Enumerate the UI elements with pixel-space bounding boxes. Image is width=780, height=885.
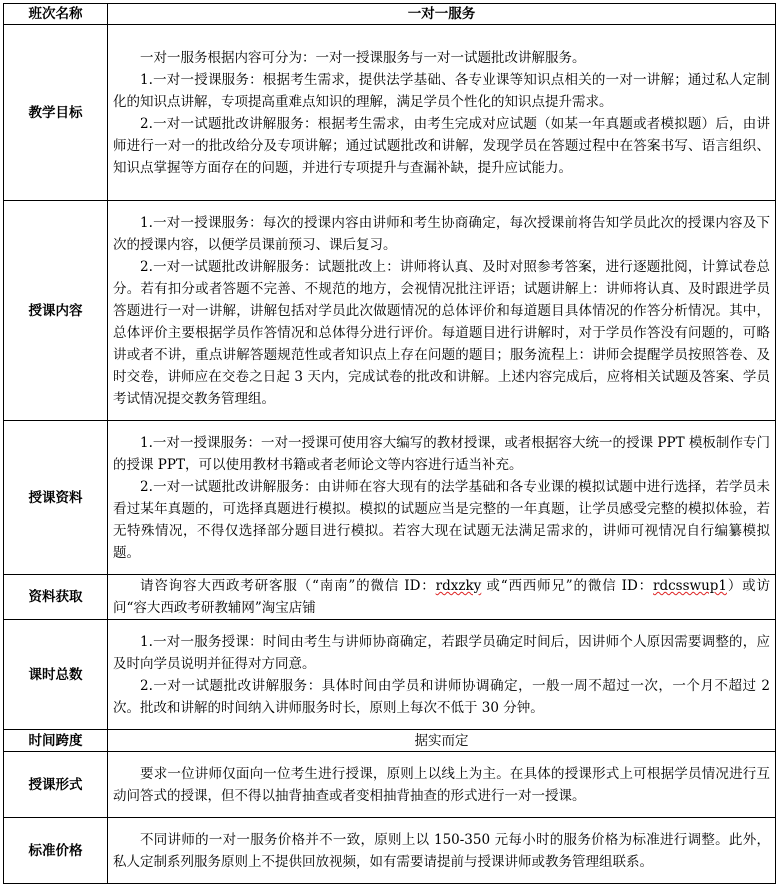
row-content: [108, 620, 776, 730]
row-course-content: [4, 201, 776, 421]
row-label: 教学目标: [4, 25, 108, 201]
paragraph: 2.一对一试题批改讲解服务：具体时间由学员和讲师协调确定，一般一周不超过一次，一个月不超过 2 次。批改和讲解的时间纳入讲师服务时长，原则上每次不低于 30 分钟。: [113, 677, 770, 716]
paragraph: 1.一对一授课服务：一对一授课可使用容大编写的教材授课，或者根据容大统一的授课 PPT 模板制作专门的授课 PPT，可以使用教材书籍或者老师论文等内容进行适当补充。: [113, 434, 770, 473]
row-label: 资料获取: [4, 575, 108, 620]
access-text: 请咨询容大西政考研客服（“南南”的微信 ID：: [140, 578, 436, 594]
row-time-span: [4, 730, 776, 752]
wechat-id-nannan: rdxzky: [435, 578, 482, 594]
service-table: [3, 3, 776, 884]
paragraph: 2.一对一试题批改讲解服务：根据考生需求，由考生完成对应试题（如某一年真题或者模拟题）后，由讲师进行一对一的批改给分及专项讲解；通过试题批改和讲解，发现学员在答题过程中在答案书写、语言组织、知识点掌握等方面存在的问题，并进行专项提升与查漏补缺，提升应试能力。: [113, 115, 770, 176]
row-content: [108, 575, 776, 620]
header-col-service: 一对一服务: [108, 4, 776, 25]
paragraph: 不同讲师的一对一服务价格并不一致，原则上以 150-350 元每小时的服务价格为标准进行调整。此外，私人定制系列服务原则上不提供回放视频，如有需要请提前与授课讲师或教务管理组联系。: [113, 831, 770, 870]
row-content: [108, 752, 776, 818]
header-row: [4, 4, 776, 25]
row-teaching-format: [4, 752, 776, 818]
paragraph: 要求一位讲师仅面向一位考生进行授课，原则上以线上为主。在具体的授课形式上可根据学员情况进行互动问答式的授课，但不得以抽背抽查或者变相抽背抽查的形式进行一对一授课。: [113, 765, 770, 804]
paragraph: 1.一对一授课服务：根据考生需求，提供法学基础、各专业课等知识点相关的一对一讲解；通过私人定制化的知识点讲解，专项提高重难点知识的理解，满足学员个性化的知识点提升需求。: [113, 71, 770, 110]
paragraph: 一对一服务根据内容可分为：一对一授课服务与一对一试题批改讲解服务。: [140, 49, 586, 66]
row-label: 授课形式: [4, 752, 108, 818]
row-teaching-goal: [4, 25, 776, 201]
paragraph: 2.一对一试题批改讲解服务：试题批改上：讲师将认真、及时对照参考答案，进行逐题批阅，计算试卷总分。若有扣分或者答题不完善、不规范的地方，会视情况批注评语；试题讲解上：讲师将认真、及时跟进学员答题进行一对一讲解，讲解包括对学员此次做题情况的总体评价和每道题目具体情况的作答分析情况。其中，总体评价主要根据学员作答情况和总体得分进行评价。每道题目进行讲解时，对于学员作答没有问题的，可略讲或者不讲，重点讲解答题规范性或者知识点上存在问题的题目；服务流程上：讲师会提醒学员按照答卷、及时交卷，讲师应在交卷之日起 3 天内，完成试卷的批改和讲解。上述内容完成后，应将相关试题及答案、学员考试情况提交教务管理组。: [113, 258, 770, 407]
paragraph: 2.一对一试题批改讲解服务：由讲师在容大现有的法学基础和各专业课的模拟试题中进行选择，若学员未看过某年真题的，可选择真题进行模拟。模拟的试题应当是完整的一年真题，让学员感受完整的模拟体验，若无特殊情况，不得仅选择部分题目进行模拟。若容大现在试题无法满足需求的，讲师可视情况自行编纂模拟题。: [113, 478, 770, 561]
row-material-access: [4, 575, 776, 620]
access-text: ）或访问“容大西政考研教辅网”淘宝店铺: [113, 578, 771, 616]
row-content: [108, 201, 776, 421]
row-label: 时间跨度: [4, 730, 108, 752]
row-label: 标准价格: [4, 818, 108, 884]
row-course-material: [4, 421, 776, 575]
header-col-class-name: 班次名称: [4, 4, 108, 25]
row-standard-price: [4, 818, 776, 884]
row-label: 课时总数: [4, 620, 108, 730]
row-content: [108, 818, 776, 884]
access-text: 或“西西师兄”的微信 ID：: [481, 578, 653, 594]
row-label: 授课资料: [4, 421, 108, 575]
row-content: 据实而定: [108, 730, 776, 752]
row-content: [108, 421, 776, 575]
row-total-hours: [4, 620, 776, 730]
paragraph: [113, 575, 770, 619]
row-label: 授课内容: [4, 201, 108, 421]
paragraph: 1.一对一服务授课：时间由考生与讲师协商确定，若跟学员确定时间后，因讲师个人原因需要调整的，应及时向学员说明并征得对方同意。: [113, 633, 770, 672]
paragraph: 1.一对一授课服务：每次的授课内容由讲师和考生协商确定，每次授课前将告知学员此次的授课内容及下次的授课内容，以便学员课前预习、课后复习。: [113, 214, 770, 253]
row-content: [108, 25, 776, 201]
wechat-id-xixi: rdcsswup1: [653, 578, 727, 594]
